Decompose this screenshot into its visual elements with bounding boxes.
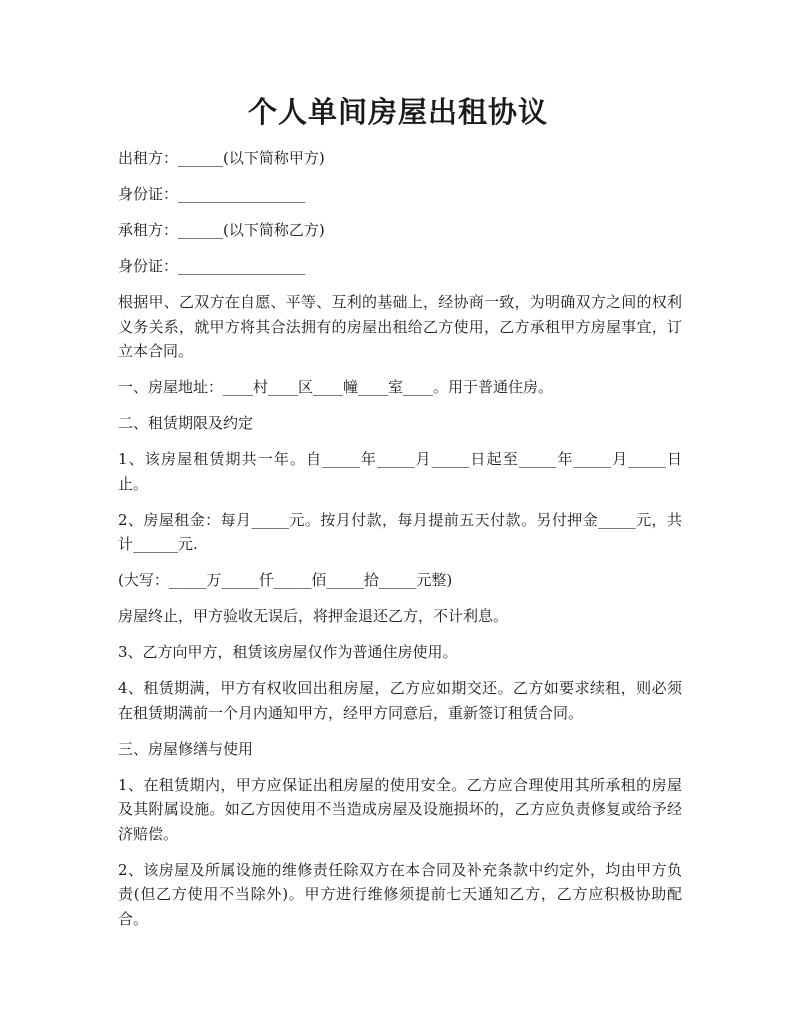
clause-2-4-renewal: 4、租赁期满，甲方有权收回出租房屋，乙方应如期交还。乙方如要求续租，则必须在租赁期满前一个月内通知甲方，经甲方同意后，重新签订租赁合同。 [118,679,682,722]
lessor-id-line: 身份证：_________________ [118,185,306,203]
clause-2-2-rent: 2、房屋租金：每月_____元。按月付款，每月提前五天付款。另付押金_____元，共计______元. [118,510,682,553]
preamble-paragraph: 根据甲、乙双方在自愿、平等、互利的基础上，经协商一致，为明确双方之间的权利义务关系，就甲方将其合法拥有的房屋出租给乙方使用，乙方承租甲方房屋事宜，订立本合同。 [118,293,682,360]
clause-3-2-maintenance: 2、该房屋及所属设施的维修责任除双方在本合同及补充条款中约定外，均由甲方负责(但乙方使用不当除外)。甲方进行维修须提前七天通知乙方，乙方应积极协助配合。 [118,860,682,928]
document-title: 个人单间房屋出租协议 [247,95,548,129]
clause-3-1-safety: 1、在租赁期内，甲方应保证出租房屋的使用安全。乙方应合理使用其所承租的房屋及其附属设施。如乙方因使用不当造成房屋及设施损坏的，乙方应负责修复或给予经济赔偿。 [118,775,682,843]
lessor-line: 出租方：______(以下简称甲方) [118,149,325,167]
clause-2-3-usage: 3、乙方向甲方，租赁该房屋仅作为普通住房使用。 [118,643,458,661]
clause-2-2-deposit-return: 房屋终止，甲方验收无误后，将押金退还乙方，不计利息。 [118,607,509,625]
section-2-heading: 二、租赁期限及约定 [118,414,254,432]
clause-2-1-term: 1、该房屋租赁期共一年。自_____年_____月_____日起至_____年_____月_____日止。 [118,450,682,493]
lessee-id-line: 身份证：_________________ [118,257,306,275]
document-body [118,146,682,943]
section-1-address: 一、房屋地址：____村____区____幢____室____。用于普通住房。 [118,378,554,396]
clause-2-2-amount-in-words: (大写：_____万_____仟_____佰_____拾_____元整) [118,571,453,589]
lessee-line: 承租方：______(以下简称乙方) [118,221,325,239]
section-3-heading: 三、房屋修缮与使用 [118,739,254,758]
